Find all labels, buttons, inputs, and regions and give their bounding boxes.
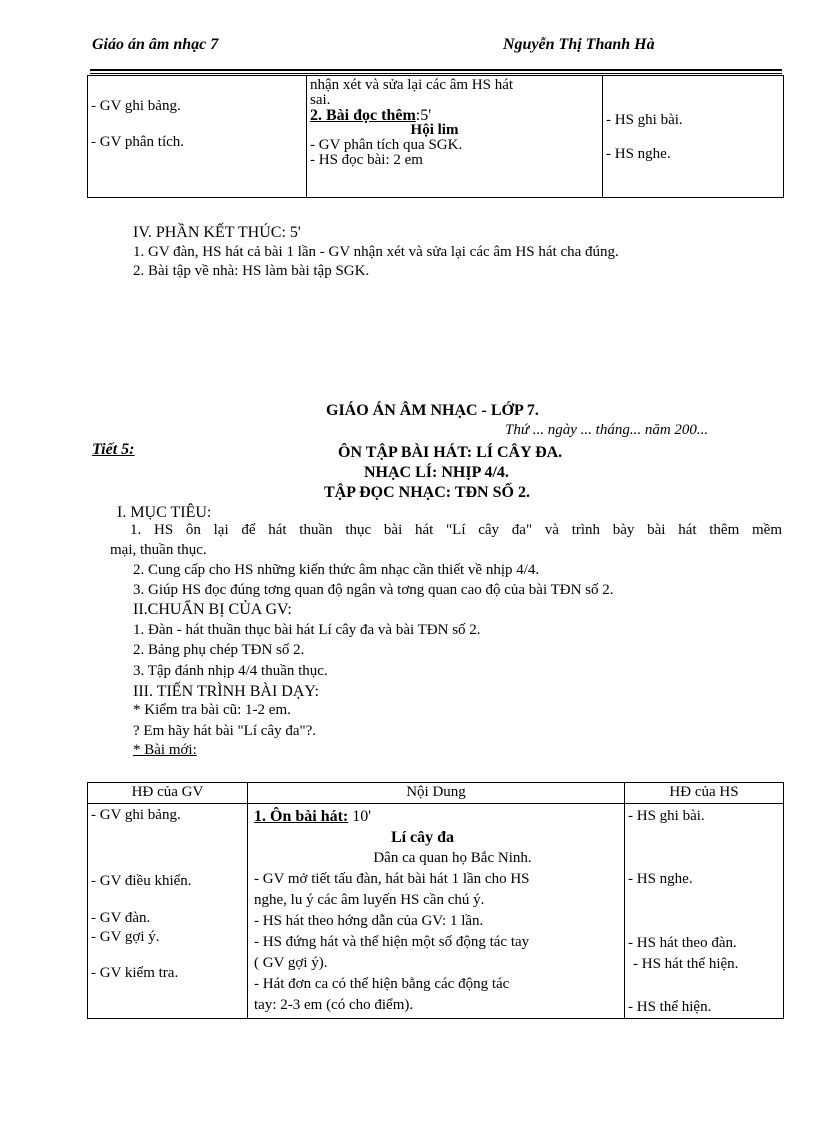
t2-gv-line: - GV điều khiển. — [91, 873, 192, 889]
t2-content-line: - Hát đơn ca có thể hiện bằng các động tác — [254, 976, 510, 992]
t2-hs-line: - HS thể hiện. — [628, 999, 712, 1015]
t2-content-line: nghe, lu ý các âm luyến HS cần chú ý. — [254, 892, 485, 908]
process-heading: III. TIẾN TRÌNH BÀI DẠY: — [133, 683, 319, 700]
lesson-table — [87, 782, 784, 1019]
t1-content-line: sai. — [310, 92, 331, 108]
t1-content-line: - GV phân tích qua SGK. — [310, 137, 463, 153]
t2-content-line: tay: 2-3 em (có cho điểm). — [254, 997, 414, 1013]
preparation-item: 2. Bảng phụ chép TĐN số 2. — [133, 642, 305, 658]
t2-hs-cell — [625, 804, 784, 1019]
t1-hs-line: - HS ghi bài. — [606, 112, 683, 128]
t2-gv-line: - GV ghi bảng. — [91, 807, 181, 823]
t1-content-line: nhận xét và sửa lại các âm HS hát — [310, 77, 514, 93]
t2-content-line: - HS đứng hát và thể hiện một số động tác tay — [254, 934, 530, 950]
period-label: Tiết 5: — [92, 441, 135, 458]
t2-hs-line: - HS nghe. — [628, 871, 693, 887]
header-left: Giáo án âm nhạc 7 — [92, 36, 219, 53]
t2-section-title: 1. Ôn bài hát: — [254, 808, 349, 825]
lesson-date: Thứ ... ngày ... tháng... năm 200... — [505, 422, 709, 438]
t2-gv-line: - GV đàn. — [91, 910, 151, 926]
preparation-heading: II.CHUẨN BỊ CỦA GV: — [133, 601, 292, 618]
header-right: Nguyễn Thị Thanh Hà — [503, 36, 655, 53]
t2-gv-line: - GV gợi ý. — [91, 929, 160, 945]
objective-item: 2. Cung cấp cho HS những kiến thức âm nhạc cần thiết về nhịp 4/4. — [133, 562, 540, 578]
t2-content-line: ( GV gợi ý). — [254, 955, 328, 971]
topic-line: ÔN TẬP BÀI HÁT: LÍ CÂY ĐA. — [338, 444, 563, 461]
t2-content-cell — [248, 804, 625, 1019]
t2-song-title: Lí cây đa — [390, 829, 455, 846]
topic-line: TẬP ĐỌC NHẠC: TĐN SỐ 2. — [324, 484, 530, 501]
t2-hs-line: - HS hát thể hiện. — [633, 956, 739, 972]
t1-content-line: - HS đọc bài: 2 em — [310, 152, 423, 168]
objective-item: 1. HS ôn lại để hát thuần thục bài hát "Lí cây đa" và trình bày bài hát thêm mềm — [130, 522, 782, 538]
preparation-item: 1. Đàn - hát thuần thục bài hát Lí cây đa và bài TĐN số 2. — [133, 622, 481, 638]
t1-gv-line: - GV ghi bảng. — [91, 98, 181, 114]
process-new: * Bài mới: — [133, 742, 197, 758]
col-header-gv: HĐ của GV — [88, 783, 248, 804]
preparation-item: 3. Tập đánh nhịp 4/4 thuần thục. — [133, 663, 328, 679]
objective-item-cont: mại, thuần thục. — [110, 542, 207, 558]
part4-heading: IV. PHẦN KẾT THÚC: 5' — [133, 224, 301, 241]
col-header-hs: HĐ của HS — [625, 783, 784, 804]
t2-content-line: - HS hát theo hớng dẫn của GV: 1 lần. — [254, 913, 484, 929]
objectives-heading: I. MỤC TIÊU: — [117, 504, 212, 521]
part4-item: 2. Bài tập về nhà: HS làm bài tập SGK. — [133, 263, 370, 279]
part4-item: 1. GV đàn, HS hát cả bài 1 lần - GV nhận xét và sửa lại các âm HS hát cha đúng. — [133, 244, 619, 260]
t2-section-time: 10' — [348, 808, 372, 825]
t2-content-line: - GV mở tiết tấu đàn, hát bài hát 1 lần cho HS — [254, 871, 530, 887]
t1-hs-cell — [603, 76, 784, 198]
t1-section-time: :5' — [415, 107, 432, 124]
t1-hs-line: - HS nghe. — [606, 146, 671, 162]
t2-hs-line: - HS hát theo đàn. — [628, 935, 737, 951]
col-header-content: Nội Dung — [248, 783, 625, 804]
header-rule-thin — [90, 73, 782, 74]
t2-song-origin: Dân ca quan họ Bắc Ninh. — [373, 850, 532, 866]
topic-line: NHẠC LÍ: NHỊP 4/4. — [364, 464, 509, 481]
t2-hs-line: - HS ghi bài. — [628, 808, 705, 824]
header-rule — [90, 69, 782, 71]
lesson-title: GIÁO ÁN ÂM NHẠC - LỚP 7. — [326, 402, 539, 419]
t1-gv-cell — [88, 76, 307, 198]
t2-gv-cell — [88, 804, 248, 1019]
t1-song-title: Hội lim — [410, 122, 459, 138]
t1-content-cell — [307, 76, 603, 198]
t1-section-title: 2. Bài đọc thêm — [310, 107, 416, 124]
objective-item: 3. Giúp HS đọc đúng tơng quan độ ngân và tơng quan cao độ của bài TĐN số 2. — [133, 582, 614, 598]
t2-gv-line: - GV kiểm tra. — [91, 965, 179, 981]
continuation-table — [87, 75, 784, 198]
process-check: * Kiểm tra bài cũ: 1-2 em. — [133, 702, 291, 718]
process-question: ? Em hãy hát bài "Lí cây đa"?. — [133, 723, 317, 739]
t1-gv-line: - GV phân tích. — [91, 134, 185, 150]
